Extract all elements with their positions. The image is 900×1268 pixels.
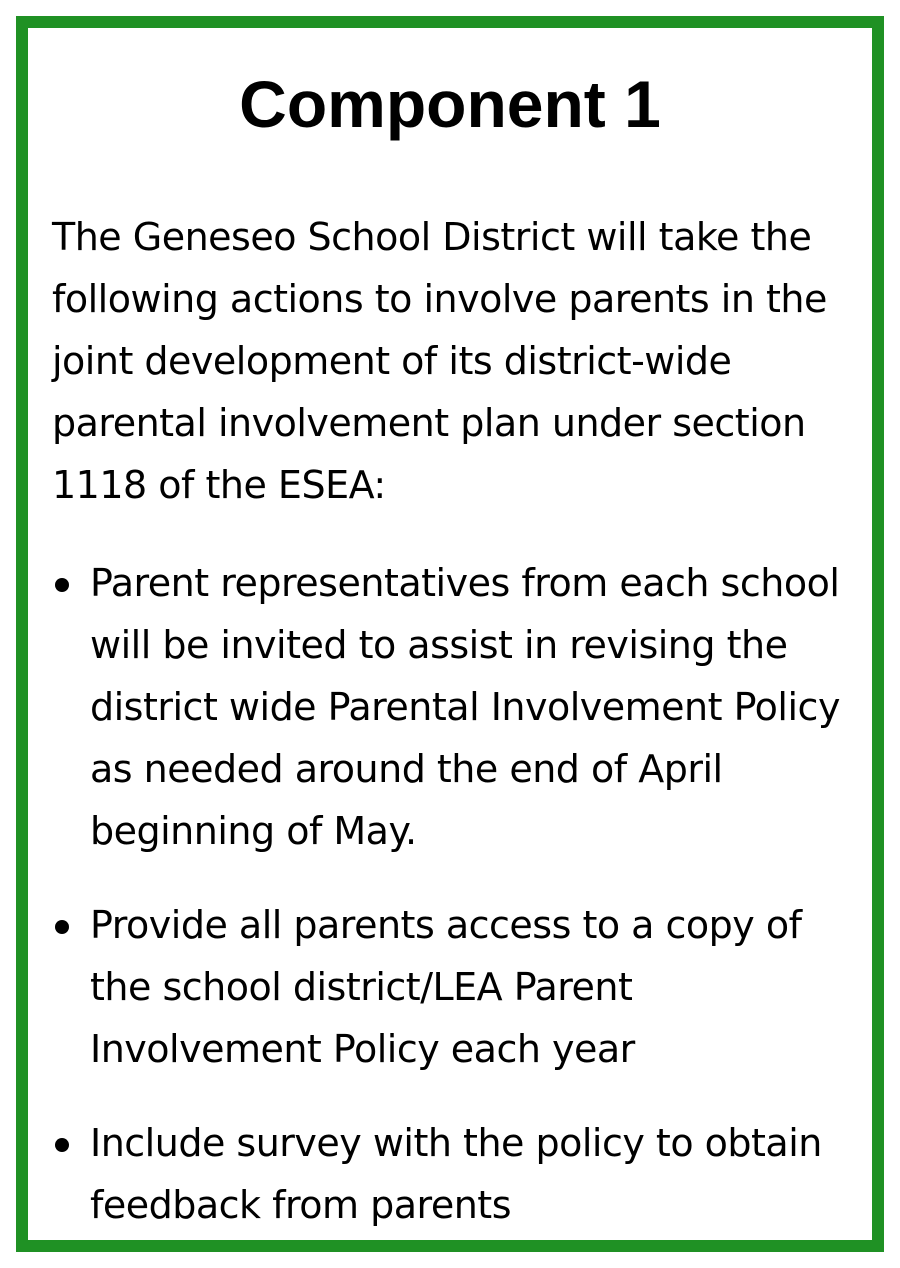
bullet-dot-icon	[55, 920, 69, 934]
page-title: Component 1	[239, 67, 661, 141]
green-border-frame	[16, 16, 884, 1252]
list-item-text: Include survey with the policy to obtain feedback from parents	[90, 1121, 822, 1227]
list-item	[52, 1112, 872, 1236]
bullet-dot-icon	[55, 578, 69, 592]
list-item	[52, 894, 872, 1080]
bullet-dot-icon	[55, 1138, 69, 1152]
list-item-text: Provide all parents access to a copy of the school district/LEA Parent Involvement Policy each year	[90, 903, 802, 1071]
intro-paragraph: The Geneseo School District will take the following actions to involve parents in the joint development of its district-wide parental involvement plan under section 1118 of the ESEA:	[52, 215, 827, 507]
list-item-text: Parent representatives from each school will be invited to assist in revising the district wide Parental Involvement Policy as needed around the end of April beginning of May.	[90, 561, 840, 853]
list-item	[52, 552, 872, 862]
action-list	[52, 552, 872, 1268]
